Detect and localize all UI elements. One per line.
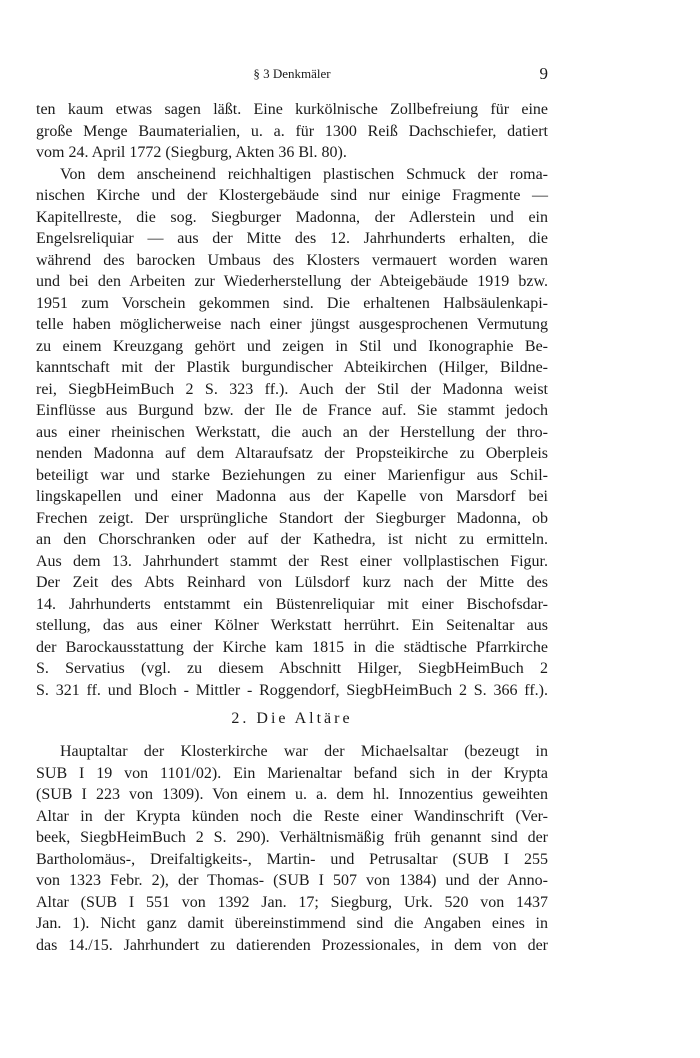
text-line: beteiligt war und starke Beziehungen zu einer Marienfigur aus Schil-	[36, 466, 548, 484]
text-line: und bei den Arbeiten zur Wiederherstellung der Abteigebäude 1919 bzw.	[36, 273, 548, 290]
text-line: Einflüsse aus Burgund bzw. der Ile de France auf. Sie stammt jedoch	[36, 402, 548, 419]
text-line: nenden Madonna auf dem Altaraufsatz der Propsteikirche zu Oberpleis	[36, 445, 548, 462]
text-line: nischen Kirche und der Klostergebäude sind nur einige Fragmente —	[36, 187, 548, 204]
text-line: ten kaum etwas sagen läßt. Eine kurkölnische Zollbefreiung für eine	[36, 101, 548, 118]
text-line: Altar (SUB I 551 von 1392 Jan. 17; Siegburg, Urk. 520 von 1437	[36, 893, 548, 911]
text-line: Altar in der Krypta künden noch die Reste einer Wandinschrift (Ver-	[36, 807, 548, 825]
text-line: Jan. 1). Nicht ganz damit übereinstimmend sind die Angaben eines in	[36, 915, 548, 932]
text-line: Engelsreliquiar — aus der Mitte des 12. Jahrhunderts erhalten, die	[36, 230, 548, 247]
text-line: lingskapellen und einer Madonna aus der Kapelle von Marsdorf bei	[36, 488, 548, 505]
text-line: aus einer rheinischen Werkstatt, die auch an der Herstellung der thro-	[36, 423, 548, 441]
text-line: SUB I 19 von 1101/02). Ein Marienaltar befand sich in der Krypta	[36, 764, 548, 782]
text-line: der Barockausstattung der Kirche kam 1815 in die städtische Pfarrkirche	[36, 638, 548, 656]
text-line: kanntschaft mit der Plastik burgundischer Abteikirchen (Hilger, Bildne-	[36, 359, 548, 376]
text-line: S. Servatius (vgl. zu diesem Abschnitt Hilger, SiegbHeimBuch 2	[36, 660, 548, 677]
text-line: rei, SiegbHeimBuch 2 S. 323 ff.). Auch der Stil der Madonna weist	[36, 380, 548, 398]
text-line: Frechen zeigt. Der ursprüngliche Standort der Siegburger Madonna, ob	[36, 509, 548, 527]
section-heading: 2. Die Altäre	[231, 710, 353, 727]
section-altars-text	[36, 741, 548, 956]
text-line: Der Zeit des Abts Reinhard von Lülsdorf kurz nach der Mitte des	[36, 574, 548, 591]
page-header	[36, 66, 548, 86]
text-line: stellung, das aus einer Kölner Werkstatt herrührt. Ein Seitenaltar aus	[36, 617, 548, 634]
text-line: große Menge Baumaterialien, u. a. für 1300 Reiß Dachschiefer, datiert	[36, 122, 548, 140]
text-line: 1951 zum Vorschein gekommen sind. Die erhaltenen Halbsäulenkapi-	[36, 294, 548, 312]
text-line: von 1323 Febr. 2), der Thomas- (SUB I 507 von 1384) und der Anno-	[36, 872, 548, 889]
text-line: telle haben möglicherweise nach einer jüngst ausgesprochenen Vermutung	[36, 316, 548, 333]
text-line: vom 24. April 1772 (Siegburg, Akten 36 Bl. 80).	[36, 144, 347, 161]
text-line: das 14./15. Jahrhundert zu datierenden Prozessionales, in dem von der	[36, 936, 548, 954]
text-line: Kapitellreste, die sog. Siegburger Madonna, der Adlerstein und ein	[36, 208, 548, 226]
text-line: 14. Jahrhunderts entstammt ein Büstenreliquiar mit einer Bischofsdar-	[36, 595, 548, 613]
text-line: Aus dem 13. Jahrhundert stammt der Rest einer vollplastischen Figur.	[36, 552, 548, 570]
text-line: Bartholomäus-, Dreifaltigkeits-, Martin- und Petrusaltar (SUB I 255	[36, 850, 548, 868]
running-head: § 3 Denkmäler	[253, 66, 331, 81]
text-line: Von dem anscheinend reichhaltigen plastischen Schmuck der roma-	[60, 165, 548, 183]
text-line: zu einem Kreuzgang gehört und zeigen in Stil und Ikonographie Be-	[36, 337, 548, 355]
text-line: beek, SiegbHeimBuch 2 S. 290). Verhältnismäßig früh genannt sind der	[36, 829, 548, 846]
text-line: an den Chorschranken oder auf der Kathedra, ist nicht zu ermitteln.	[36, 531, 548, 548]
text-line: Hauptaltar der Klosterkirche war der Michaelsaltar (bezeugt in	[60, 743, 548, 760]
section-monuments-text	[36, 99, 548, 701]
page-number: 9	[539, 64, 548, 83]
text-line: S. 321 ff. und Bloch - Mittler - Roggendorf, SiegbHeimBuch 2 S. 366 ff.).	[36, 681, 548, 699]
text-line: während des barocken Umbaus des Klosters vermauert worden waren	[36, 251, 548, 269]
text-line: (SUB I 223 von 1309). Von einem u. a. dem hl. Innozentius geweihten	[36, 786, 548, 803]
